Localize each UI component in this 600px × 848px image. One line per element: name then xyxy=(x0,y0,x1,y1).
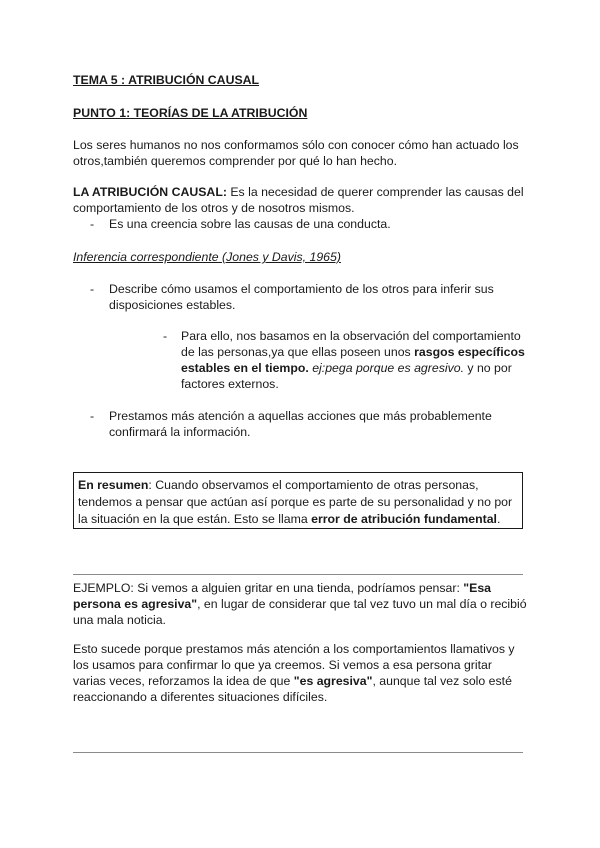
resumen-label: En resumen xyxy=(78,478,149,492)
atribucion-bullet: Es una creencia sobre las causas de una conducta. xyxy=(109,217,391,231)
punto-heading: PUNTO 1: TEORÍAS DE LA ATRIBUCIÓN xyxy=(73,106,308,120)
atribucion-term: LA ATRIBUCIÓN CAUSAL: xyxy=(73,185,227,199)
intro-paragraph: Los seres humanos no nos conformamos sólo con conocer cómo han actuado los otros,también queremos comprender por qué lo han hecho. xyxy=(73,138,519,168)
inferencia-sub-bullet: Para ello, nos basamos en la observación del comportamiento de las personas,ya que ellas poseen unos rasgos específicos estables en el tiempo. ej:pega porque es agresivo. y no por factores externos. xyxy=(181,329,525,391)
atribucion-definition: LA ATRIBUCIÓN CAUSAL: Es la necesidad de querer comprender las causas del comportamiento de los otros y de nosotros mismos. xyxy=(73,185,524,215)
resumen-box: En resumen: Cuando observamos el comportamiento de otras personas, tendemos a pensar que actúan así porque es parte de su personalidad y no por la situación en la que están. Esto se llama error de atribución fundamental. xyxy=(73,472,523,529)
divider-top xyxy=(73,574,523,575)
inferencia-title: Inferencia correspondiente (Jones y Davis, 1965) xyxy=(73,250,341,264)
tema-heading: TEMA 5 : ATRIBUCIÓN CAUSAL xyxy=(73,73,260,87)
bullet-dash: - xyxy=(90,282,95,296)
bullet-dash: - xyxy=(90,409,95,423)
inferencia-bullet-1: Describe cómo usamos el comportamiento de los otros para inferir sus disposiciones estables. xyxy=(109,282,494,312)
sub-bullet-dash: - xyxy=(163,329,168,343)
inferencia-bullet-2: Prestamos más atención a aquellas acciones que más probablemente confirmará la información. xyxy=(109,409,492,439)
bullet-dash: - xyxy=(90,217,95,231)
ejemplo-paragraph-1: EJEMPLO: Si vemos a alguien gritar en una tienda, podríamos pensar: "Esa persona es agresiva", en lugar de considerar que tal vez tuvo un mal día o recibió una mala noticia. xyxy=(73,581,527,627)
divider-bottom xyxy=(73,752,523,753)
ejemplo-paragraph-2: Esto sucede porque prestamos más atención a los comportamientos llamativos y los usamos para confirmar lo que ya creemos. Si vemos a esa persona gritar varias veces, reforzamos la idea de que "es agresiva", aunque tal vez solo esté reaccionando a diferentes situaciones difíciles. xyxy=(73,642,515,704)
